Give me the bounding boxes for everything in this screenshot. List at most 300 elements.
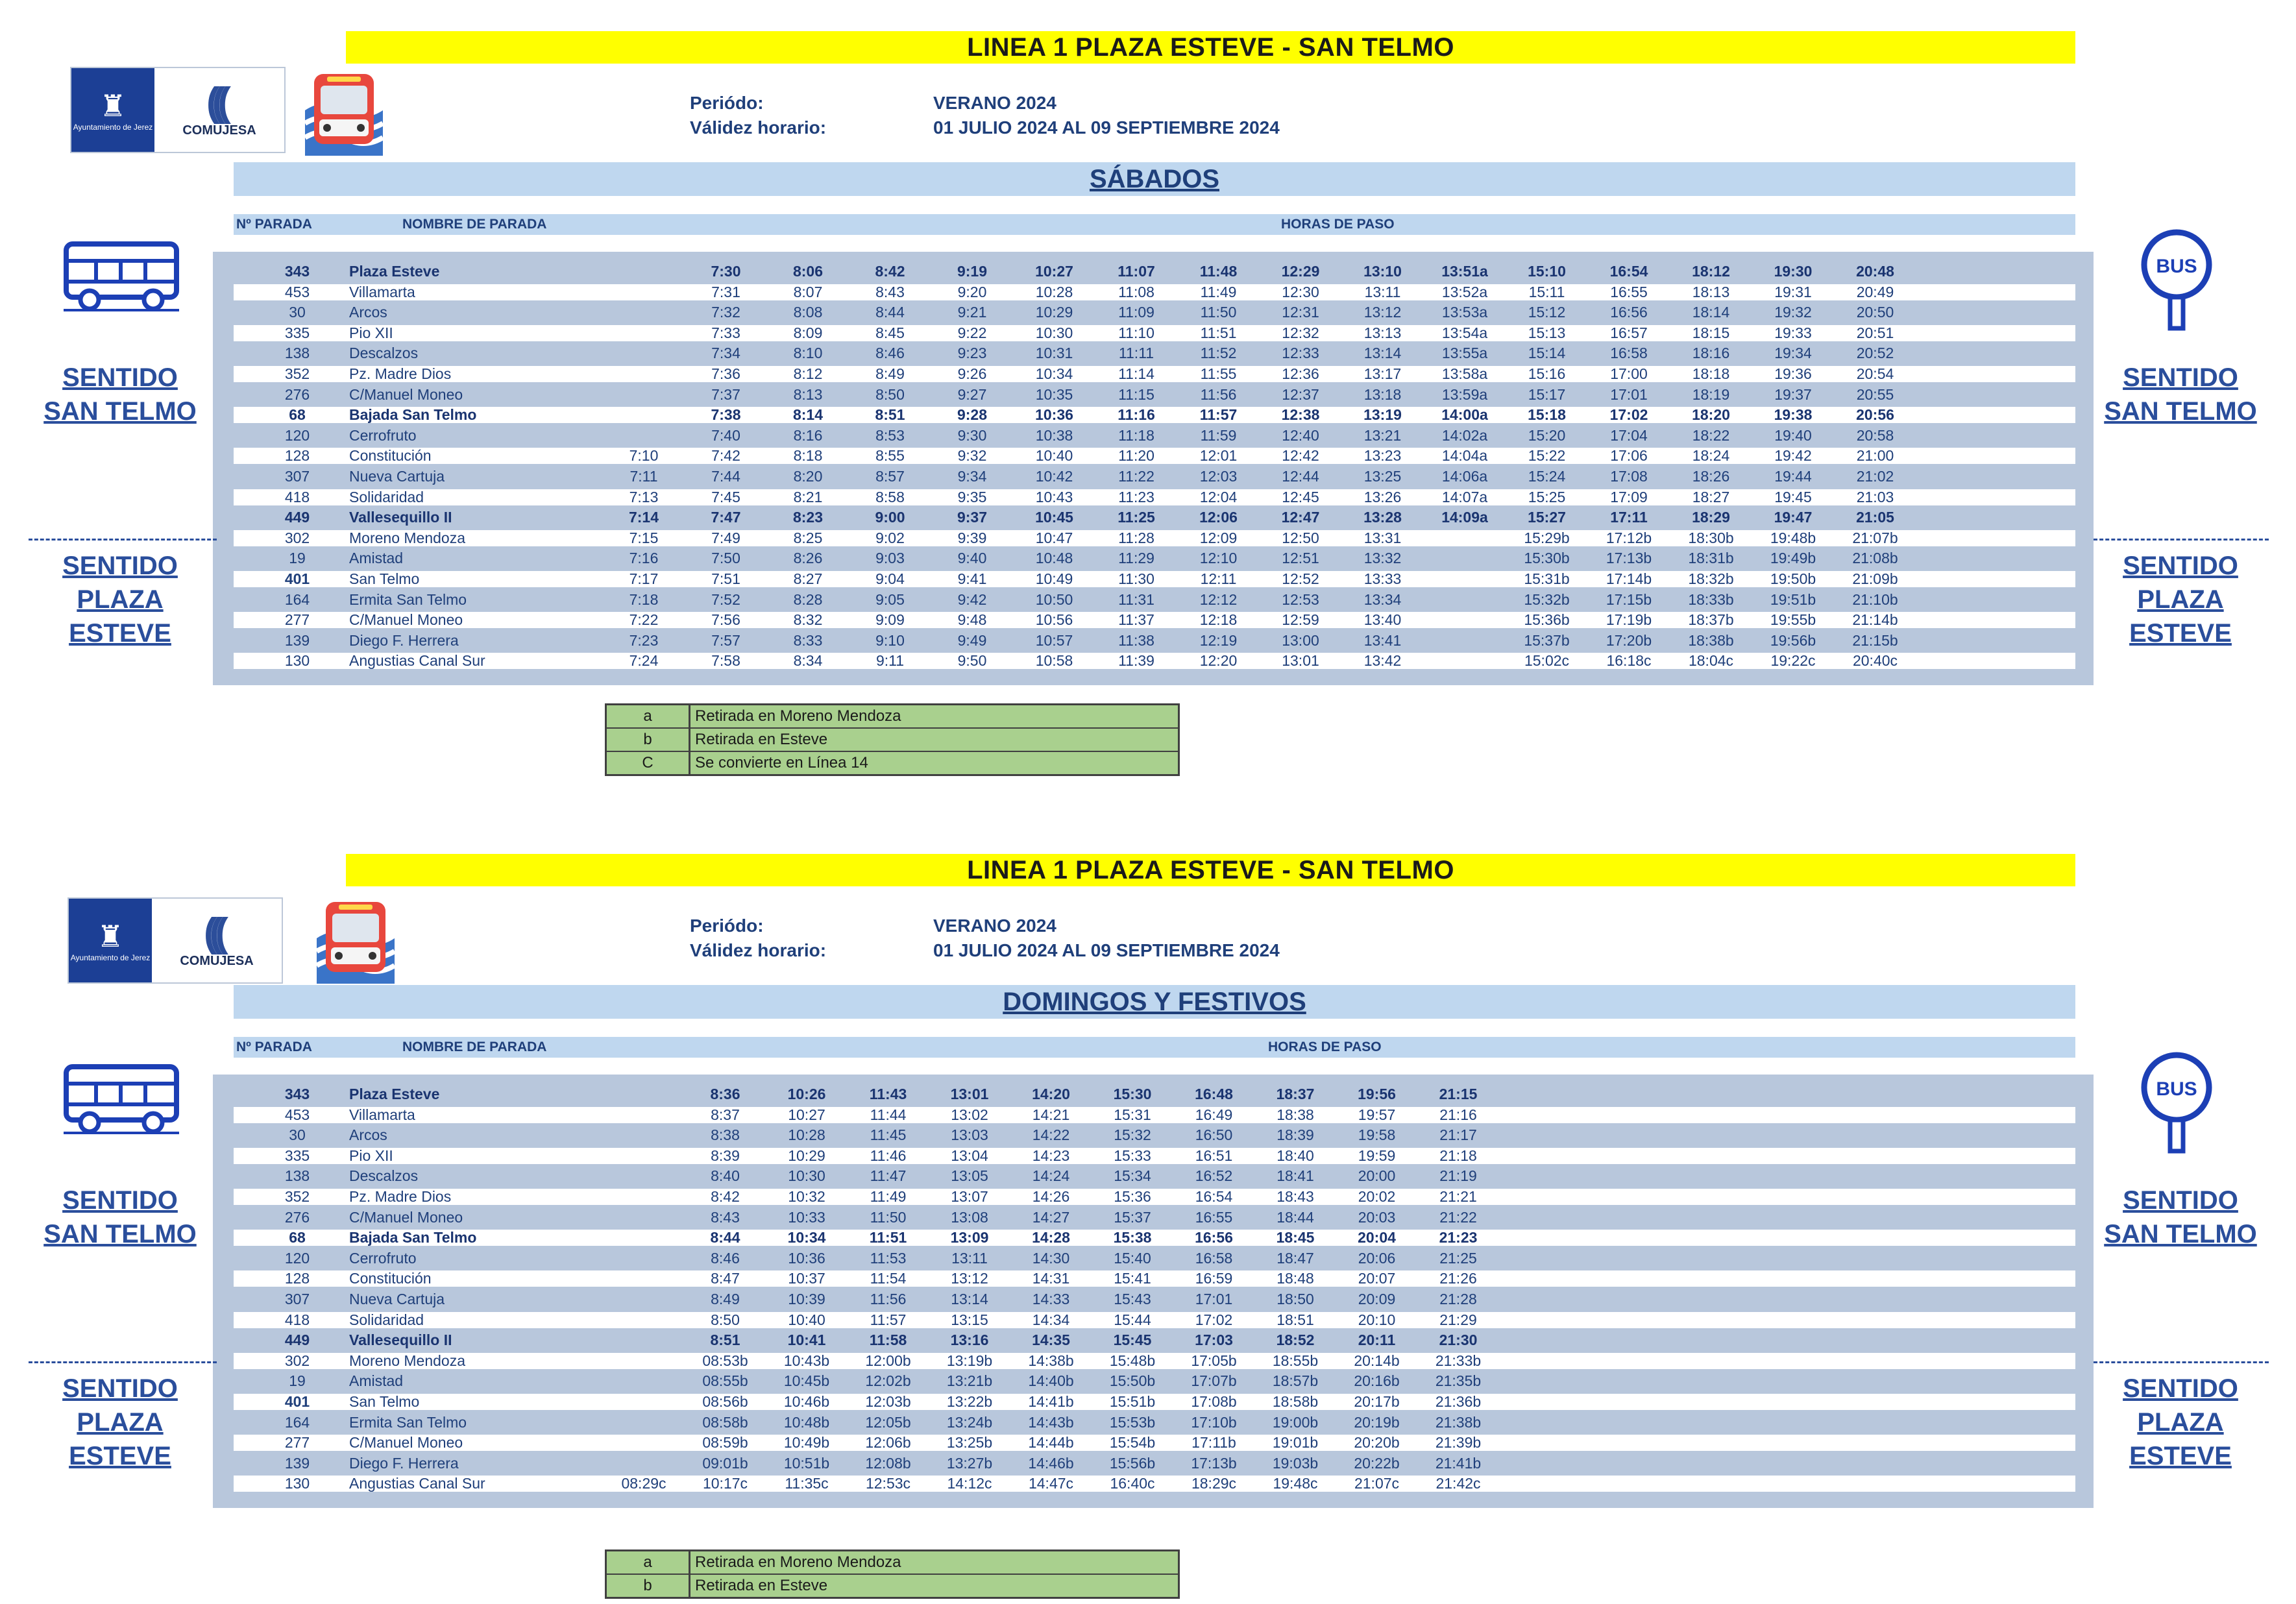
stop-name: C/Manuel Moneo xyxy=(349,385,463,403)
pass-time: 19:50b xyxy=(1770,570,1816,587)
pass-time: 13:52a xyxy=(1441,283,1488,300)
pass-time: 9:02 xyxy=(875,529,905,546)
bus-front-icon xyxy=(317,899,395,984)
stop-name: Pio XII xyxy=(349,324,393,341)
pass-time: 21:02 xyxy=(1856,468,1894,485)
stop-name: Ermita San Telmo xyxy=(349,1413,467,1431)
pass-time: 11:08 xyxy=(1118,283,1154,300)
crest-icon: ♜ xyxy=(97,919,124,953)
stop-name: C/Manuel Moneo xyxy=(349,611,463,629)
comujesa-mark-icon: ((( xyxy=(204,910,221,955)
pass-time: 8:14 xyxy=(792,406,824,424)
table-row xyxy=(234,571,2075,587)
pass-time: 18:41 xyxy=(1276,1167,1314,1185)
stop-number: 401 xyxy=(284,570,310,587)
pass-time: 13:23 xyxy=(1363,447,1402,465)
pass-time: 9:35 xyxy=(957,488,987,505)
pass-time: 7:31 xyxy=(711,283,740,300)
pass-time: 20:09 xyxy=(1358,1291,1396,1307)
pass-time: 16:55 xyxy=(1610,283,1648,300)
pass-time: 9:23 xyxy=(957,345,987,362)
pass-time: 11:49 xyxy=(870,1188,907,1205)
pass-time: 12:00b xyxy=(865,1352,911,1369)
pass-time: 17:15b xyxy=(1606,590,1652,608)
pass-time: 10:39 xyxy=(788,1291,825,1307)
stop-number: 335 xyxy=(284,1147,310,1164)
stop-name: Pz. Madre Dios xyxy=(349,1188,452,1205)
pass-time: 7:15 xyxy=(629,529,659,546)
pass-time: 13:25b xyxy=(946,1434,993,1452)
pass-time: 20:06 xyxy=(1358,1249,1396,1267)
pass-time: 20:19b xyxy=(1354,1413,1400,1431)
pass-time: 9:04 xyxy=(875,570,905,587)
pass-time: 15:31b xyxy=(1524,570,1570,587)
pass-time: 9:40 xyxy=(957,550,987,567)
pass-time: 13:21 xyxy=(1363,426,1402,444)
table-row xyxy=(234,550,2075,566)
pass-time: 21:10b xyxy=(1852,590,1898,608)
pass-time: 11:53 xyxy=(870,1249,907,1267)
pass-time: 18:14 xyxy=(1692,304,1730,321)
pass-time: 10:45b xyxy=(783,1372,830,1390)
pass-time: 8:40 xyxy=(711,1167,740,1185)
jerez-crest-logo xyxy=(71,68,154,152)
pass-time: 15:14 xyxy=(1528,345,1566,362)
pass-time: 12:30 xyxy=(1282,283,1319,300)
pass-time: 09:01b xyxy=(702,1454,748,1472)
pass-time: 13:18 xyxy=(1363,385,1402,403)
table-row xyxy=(234,1107,2075,1123)
pass-time: 19:33 xyxy=(1774,324,1812,341)
stop-name: Constitución xyxy=(349,447,432,465)
pass-time: 11:39 xyxy=(1118,652,1154,670)
pass-time: 18:32b xyxy=(1688,570,1734,587)
pass-time: 11:54 xyxy=(870,1270,907,1287)
pass-time: 9:32 xyxy=(957,447,987,465)
stop-number: 130 xyxy=(284,652,310,670)
pass-time: 16:55 xyxy=(1195,1208,1233,1226)
pass-time: 14:30 xyxy=(1032,1249,1070,1267)
stop-number: 128 xyxy=(284,1270,310,1287)
timetable xyxy=(213,252,2094,685)
pass-time: 13:02 xyxy=(951,1106,988,1123)
pass-time: 8:42 xyxy=(711,1188,740,1205)
pass-time: 18:31b xyxy=(1688,550,1734,567)
pass-time: 14:43b xyxy=(1028,1413,1074,1431)
pass-time: 10:47 xyxy=(1035,529,1073,546)
table-row xyxy=(234,387,2075,403)
pass-time: 15:24 xyxy=(1528,468,1566,485)
pass-time: 21:00 xyxy=(1856,447,1894,465)
stop-name-header: NOMBRE DE PARADA xyxy=(402,1039,547,1054)
pass-time: 10:36 xyxy=(1035,406,1073,424)
pass-time: 19:37 xyxy=(1774,385,1812,403)
bus-front-icon xyxy=(305,71,383,156)
pass-time: 11:44 xyxy=(870,1106,907,1123)
pass-time: 12:47 xyxy=(1281,509,1320,526)
pass-time: 11:16 xyxy=(1117,406,1155,424)
pass-time: 13:05 xyxy=(951,1167,988,1185)
pass-time: 21:36b xyxy=(1435,1393,1482,1410)
stop-name: Moreno Mendoza xyxy=(349,1352,465,1369)
pass-time: 7:57 xyxy=(711,631,740,649)
pass-time: 20:54 xyxy=(1856,365,1894,382)
pass-time: 12:31 xyxy=(1282,304,1319,321)
bus-side-icon xyxy=(64,241,179,313)
pass-time: 15:34 xyxy=(1114,1167,1151,1185)
pass-time: 15:45 xyxy=(1113,1331,1152,1349)
pass-time: 12:20 xyxy=(1199,652,1238,670)
pass-time: 18:04c xyxy=(1688,652,1734,670)
direction-san-telmo-right: SENTIDO SAN TELMO xyxy=(2104,1186,2257,1248)
pass-time: 13:27b xyxy=(946,1454,993,1472)
pass-time: 12:05b xyxy=(865,1413,911,1431)
pass-time: 18:16 xyxy=(1692,345,1730,362)
pass-time: 21:22 xyxy=(1439,1208,1477,1226)
pass-time: 21:42c xyxy=(1435,1475,1481,1492)
table-row xyxy=(234,428,2075,444)
pass-time: 18:37 xyxy=(1276,1086,1315,1102)
pass-time: 9:34 xyxy=(957,468,987,485)
pass-time: 13:31 xyxy=(1363,529,1402,546)
pass-time: 9:27 xyxy=(957,385,987,403)
pass-time: 15:16 xyxy=(1528,365,1566,382)
pass-time: 14:47c xyxy=(1028,1475,1074,1492)
stop-number: 138 xyxy=(284,1167,310,1185)
table-row xyxy=(234,366,2075,382)
pass-time: 17:14b xyxy=(1606,570,1652,587)
pass-time: 8:08 xyxy=(793,304,823,321)
pass-time: 21:21 xyxy=(1439,1188,1477,1205)
pass-time: 13:10 xyxy=(1363,263,1402,280)
pass-time: 19:36 xyxy=(1774,365,1812,382)
pass-time: 7:32 xyxy=(711,304,740,321)
pass-time: 14:02a xyxy=(1441,426,1488,444)
pass-time: 13:22b xyxy=(946,1393,993,1410)
pass-time: 10:37 xyxy=(788,1270,825,1287)
pass-time: 15:12 xyxy=(1528,304,1566,321)
pass-time: 13:15 xyxy=(951,1311,988,1328)
pass-time: 19:56 xyxy=(1358,1086,1396,1102)
pass-time: 13:21b xyxy=(946,1372,993,1390)
pass-time: 14:00a xyxy=(1441,406,1488,424)
validity-value: 01 JULIO 2024 AL 09 SEPTIEMBRE 2024 xyxy=(933,117,1280,138)
times-header: HORAS DE PASO xyxy=(1281,217,1395,232)
stop-number: 276 xyxy=(284,385,310,403)
pass-time: 12:40 xyxy=(1282,426,1319,444)
stop-number: 453 xyxy=(284,283,310,300)
pass-time: 17:13b xyxy=(1191,1454,1237,1472)
day-type-banner: DOMINGOS Y FESTIVOS xyxy=(234,985,2075,1019)
pass-time: 12:06 xyxy=(1199,509,1238,526)
pass-time: 16:49 xyxy=(1195,1106,1233,1123)
table-row xyxy=(234,468,2075,485)
direction-divider-left xyxy=(29,539,217,541)
pass-time: 9:05 xyxy=(875,590,905,608)
pass-time: 12:32 xyxy=(1282,324,1319,341)
pass-time: 9:20 xyxy=(957,283,987,300)
pass-time: 21:03 xyxy=(1856,488,1894,505)
pass-time: 13:28 xyxy=(1363,509,1402,526)
pass-time: 8:38 xyxy=(711,1126,740,1144)
pass-time: 12:01 xyxy=(1199,447,1238,465)
stop-name: C/Manuel Moneo xyxy=(349,1208,463,1226)
pass-time: 7:58 xyxy=(711,652,740,670)
pass-time: 8:06 xyxy=(792,263,824,280)
pass-time: 16:40c xyxy=(1110,1475,1155,1492)
pass-time: 11:10 xyxy=(1118,324,1154,341)
legend-key: b xyxy=(607,1575,690,1597)
pass-time: 12:51 xyxy=(1282,550,1319,567)
company-name: COMUJESA xyxy=(182,123,256,138)
pass-time: 13:54a xyxy=(1441,324,1488,341)
pass-time: 7:16 xyxy=(629,550,659,567)
city-logo xyxy=(70,67,286,153)
pass-time: 17:00 xyxy=(1610,365,1648,382)
pass-time: 11:09 xyxy=(1118,304,1154,321)
pass-time: 10:34 xyxy=(1035,365,1073,382)
stop-number: 276 xyxy=(284,1208,310,1226)
pass-time: 12:36 xyxy=(1282,365,1319,382)
pass-time: 10:17c xyxy=(702,1475,748,1492)
pass-time: 16:58 xyxy=(1610,345,1648,362)
pass-time: 18:47 xyxy=(1276,1249,1314,1267)
pass-time: 21:30 xyxy=(1439,1331,1478,1349)
pass-time: 9:22 xyxy=(957,324,987,341)
pass-time: 10:40 xyxy=(1035,447,1073,465)
pass-time: 13:41 xyxy=(1363,631,1402,649)
pass-time: 10:45 xyxy=(1035,509,1073,526)
pass-time: 12:59 xyxy=(1282,611,1319,629)
pass-time: 17:07b xyxy=(1191,1372,1237,1390)
pass-time: 8:43 xyxy=(875,283,905,300)
stop-number: 302 xyxy=(284,1352,310,1369)
stop-number: 19 xyxy=(289,1372,306,1390)
pass-time: 10:31 xyxy=(1035,345,1073,362)
pass-time: 9:28 xyxy=(957,406,988,424)
stop-number-header: Nº PARADA xyxy=(236,217,312,232)
pass-time: 14:12c xyxy=(947,1475,992,1492)
table-row xyxy=(234,284,2075,300)
pass-time: 20:03 xyxy=(1358,1208,1396,1226)
table-row xyxy=(234,1230,2075,1246)
pass-time: 13:34 xyxy=(1363,590,1402,608)
validity-value: 01 JULIO 2024 AL 09 SEPTIEMBRE 2024 xyxy=(933,940,1280,960)
pass-time: 11:07 xyxy=(1117,263,1155,280)
pass-time: 18:24 xyxy=(1692,447,1730,465)
pass-time: 15:31 xyxy=(1114,1106,1151,1123)
stop-name: Solidaridad xyxy=(349,488,424,505)
pass-time: 7:11 xyxy=(629,468,658,485)
pass-time: 7:18 xyxy=(629,590,659,608)
pass-time: 21:41b xyxy=(1435,1454,1482,1472)
pass-time: 21:29 xyxy=(1439,1311,1477,1328)
pass-time: 7:49 xyxy=(711,529,740,546)
pass-time: 20:55 xyxy=(1856,385,1894,403)
pass-time: 9:26 xyxy=(957,365,987,382)
table-row xyxy=(234,1476,2075,1492)
stop-name: Ermita San Telmo xyxy=(349,590,467,608)
pass-time: 19:30 xyxy=(1774,263,1813,280)
pass-time: 11:29 xyxy=(1118,550,1154,567)
pass-time: 08:58b xyxy=(702,1413,748,1431)
pass-time: 15:54b xyxy=(1109,1434,1156,1452)
pass-time: 14:23 xyxy=(1032,1147,1070,1164)
legend xyxy=(605,703,1180,776)
pass-time: 21:33b xyxy=(1435,1352,1482,1369)
pass-time: 21:23 xyxy=(1439,1229,1478,1246)
pass-time: 10:27 xyxy=(1035,263,1073,280)
pass-time: 12:09 xyxy=(1199,529,1238,546)
pass-time: 10:50 xyxy=(1035,590,1073,608)
pass-time: 11:31 xyxy=(1118,590,1154,608)
pass-time: 20:56 xyxy=(1856,406,1894,424)
table-row xyxy=(234,1270,2075,1287)
pass-time: 17:08 xyxy=(1610,468,1648,485)
pass-time: 7:47 xyxy=(711,509,741,526)
pass-time: 16:18c xyxy=(1606,652,1652,670)
pass-time: 17:01 xyxy=(1195,1291,1233,1307)
pass-time: 10:40 xyxy=(788,1311,825,1328)
pass-time: 8:28 xyxy=(793,590,823,608)
pass-time: 19:57 xyxy=(1358,1106,1396,1123)
table-row xyxy=(234,1415,2075,1431)
period-value: VERANO 2024 xyxy=(933,93,1056,113)
pass-time: 7:33 xyxy=(711,324,740,341)
pass-time: 8:46 xyxy=(875,345,905,362)
pass-time: 14:44b xyxy=(1028,1434,1074,1452)
pass-time: 18:50 xyxy=(1276,1291,1314,1307)
pass-time: 17:01 xyxy=(1610,385,1648,403)
pass-time: 11:57 xyxy=(1199,406,1238,424)
pass-time: 20:51 xyxy=(1856,324,1894,341)
direction-san-telmo-right: SENTIDO SAN TELMO xyxy=(2104,363,2257,426)
pass-time: 10:35 xyxy=(1035,385,1073,403)
pass-time: 11:51 xyxy=(869,1229,907,1246)
pass-time: 14:38b xyxy=(1028,1352,1074,1369)
pass-time: 18:29 xyxy=(1692,509,1730,526)
pass-time: 20:40c xyxy=(1852,652,1898,670)
pass-time: 08:55b xyxy=(702,1372,748,1390)
table-row xyxy=(234,1086,2075,1102)
stop-number: 277 xyxy=(284,611,310,629)
pass-time: 21:38b xyxy=(1435,1413,1482,1431)
pass-time: 18:45 xyxy=(1276,1229,1315,1246)
stop-number: 302 xyxy=(284,529,310,546)
table-row xyxy=(234,530,2075,546)
stop-number: 164 xyxy=(284,590,310,608)
table-row xyxy=(234,633,2075,649)
pass-time: 11:37 xyxy=(1118,611,1154,629)
pass-time: 10:56 xyxy=(1035,611,1073,629)
stop-number: 139 xyxy=(284,1454,310,1472)
pass-time: 20:52 xyxy=(1856,345,1894,362)
pass-time: 21:08b xyxy=(1852,550,1898,567)
pass-time: 7:45 xyxy=(711,488,740,505)
period-label: Periódo: xyxy=(690,93,764,113)
direction-san-telmo-left: SENTIDO SAN TELMO xyxy=(43,1186,197,1248)
stop-number: 335 xyxy=(284,324,310,341)
pass-time: 14:20 xyxy=(1032,1086,1070,1102)
pass-time: 20:14b xyxy=(1354,1352,1400,1369)
pass-time: 21:14b xyxy=(1852,611,1898,629)
pass-time: 13:14 xyxy=(1363,345,1402,362)
stop-number: 307 xyxy=(284,1291,310,1307)
pass-time: 15:43 xyxy=(1114,1291,1151,1307)
direction-divider-left xyxy=(29,1361,217,1363)
pass-time: 19:22c xyxy=(1770,652,1816,670)
period-block xyxy=(690,914,1280,963)
pass-time: 13:12 xyxy=(1363,304,1402,321)
pass-time: 14:26 xyxy=(1032,1188,1070,1205)
pass-time: 19:44 xyxy=(1774,468,1812,485)
pass-time: 7:14 xyxy=(628,509,659,526)
pass-time: 15:33 xyxy=(1114,1147,1151,1164)
pass-time: 13:51a xyxy=(1441,263,1488,280)
comujesa-mark-icon: ((( xyxy=(206,80,223,125)
stop-number: 68 xyxy=(289,1229,306,1246)
pass-time: 20:50 xyxy=(1856,304,1894,321)
pass-time: 11:50 xyxy=(1200,304,1237,321)
pass-time: 20:49 xyxy=(1856,283,1894,300)
pass-time: 10:29 xyxy=(788,1147,825,1164)
stop-number: 130 xyxy=(284,1475,310,1492)
legend-text: Retirada en Moreno Mendoza xyxy=(695,707,901,725)
stop-number-header: Nº PARADA xyxy=(236,1039,312,1054)
pass-time: 17:03 xyxy=(1195,1331,1233,1349)
pass-time: 15:51b xyxy=(1109,1393,1156,1410)
table-row xyxy=(234,1332,2075,1348)
pass-time: 9:19 xyxy=(957,263,988,280)
pass-time: 17:09 xyxy=(1610,488,1648,505)
pass-time: 8:09 xyxy=(793,324,823,341)
pass-time: 11:52 xyxy=(1200,345,1237,362)
pass-time: 11:56 xyxy=(1200,385,1237,403)
pass-time: 08:53b xyxy=(702,1352,748,1369)
pass-time: 8:55 xyxy=(875,447,905,465)
pass-time: 12:29 xyxy=(1281,263,1320,280)
pass-time: 7:44 xyxy=(711,468,740,485)
stop-name: Cerrofruto xyxy=(349,1249,417,1267)
pass-time: 13:19b xyxy=(946,1352,993,1369)
pass-time: 16:54 xyxy=(1195,1188,1233,1205)
pass-time: 10:30 xyxy=(1035,324,1073,341)
stop-name: Arcos xyxy=(349,1126,387,1144)
pass-time: 11:15 xyxy=(1118,385,1154,403)
day-type-banner: SÁBADOS xyxy=(234,162,2075,196)
legend-item xyxy=(607,1575,1178,1597)
pass-time: 13:24b xyxy=(946,1413,993,1431)
pass-time: 11:28 xyxy=(1118,529,1154,546)
pass-time: 11:14 xyxy=(1118,365,1154,382)
pass-time: 08:59b xyxy=(702,1434,748,1452)
pass-time: 13:08 xyxy=(951,1208,988,1226)
pass-time: 8:47 xyxy=(711,1270,740,1287)
legend-key: a xyxy=(607,705,690,727)
city-name: Ayuntamiento de Jerez xyxy=(70,953,151,962)
pass-time: 7:13 xyxy=(629,488,659,505)
pass-time: 19:59 xyxy=(1358,1147,1396,1164)
pass-time: 18:30b xyxy=(1688,529,1734,546)
pass-time: 14:35 xyxy=(1032,1331,1070,1349)
pass-time: 15:48b xyxy=(1109,1352,1156,1369)
pass-time: 19:34 xyxy=(1774,345,1812,362)
pass-time: 17:11 xyxy=(1610,509,1648,526)
pass-time: 11:59 xyxy=(1200,426,1237,444)
pass-time: 7:22 xyxy=(629,611,659,629)
jerez-crest-logo xyxy=(69,899,152,982)
table-row xyxy=(234,1291,2075,1307)
